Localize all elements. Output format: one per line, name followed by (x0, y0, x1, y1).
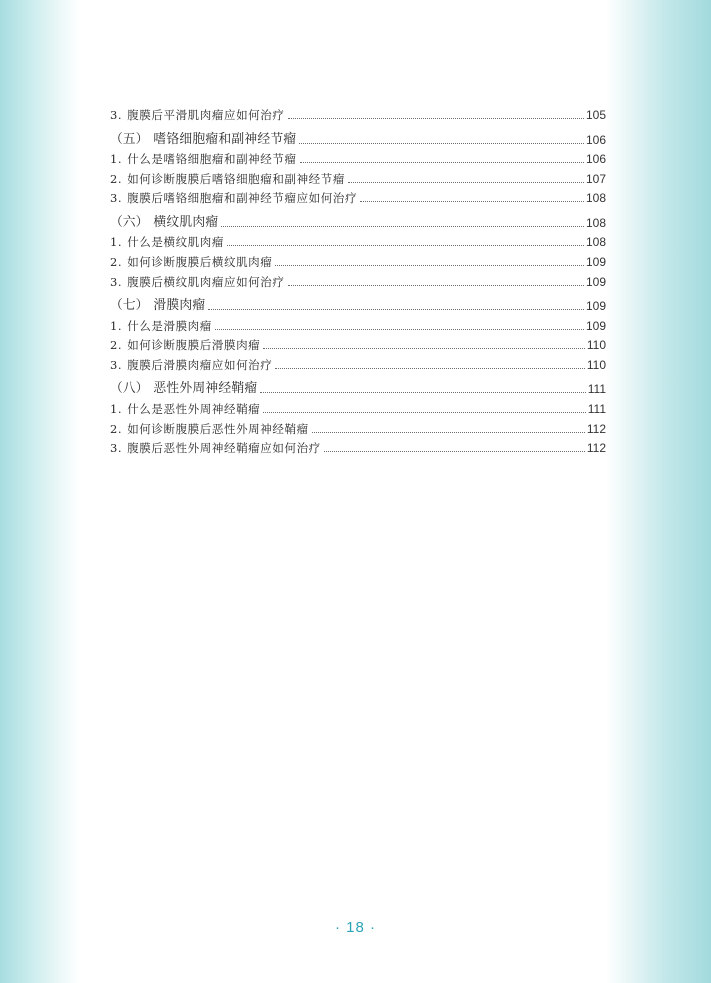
toc-entry-title: 如何诊断腹膜后恶性外周神经鞘瘤 (127, 421, 309, 436)
toc-entry-number: （五） (110, 131, 149, 147)
toc-entry-number: （七） (110, 298, 149, 314)
toc-entry-page: 112 (586, 421, 606, 436)
toc-entry-page: 109 (585, 254, 606, 269)
dot-leader (208, 309, 584, 310)
toc-entry-number: （八） (110, 381, 149, 397)
toc-section-entry (110, 206, 606, 231)
dot-leader (263, 348, 585, 349)
dot-leader (221, 226, 584, 227)
toc-entry-title: 腹膜后嗜铬细胞瘤和副神经节瘤应如何治疗 (127, 191, 358, 206)
toc-entry-number: 2. (110, 338, 123, 353)
dot-leader (215, 329, 584, 330)
toc-item-entry (110, 105, 606, 123)
toc-item-entry (110, 270, 606, 290)
toc-entry-page: 105 (585, 108, 606, 122)
toc-entry-page: 109 (585, 299, 606, 314)
dot-leader (324, 451, 585, 452)
dot-leader (260, 392, 585, 393)
toc-entry-title: 什么是滑膜肉瘤 (127, 318, 212, 333)
toc-item-entry (110, 334, 606, 354)
toc-entry-title: 什么是嗜铬细胞瘤和副神经节瘤 (127, 152, 297, 167)
toc-entry-number: （六） (110, 214, 149, 230)
toc-entry-page: 108 (585, 191, 606, 206)
toc-entry-title: 腹膜后滑膜肉瘤应如何治疗 (127, 357, 273, 372)
toc-entry-page: 109 (585, 274, 606, 289)
toc-entry-number: 3. (110, 441, 123, 456)
toc-entry-number: 3. (110, 357, 123, 372)
dot-leader (275, 368, 584, 369)
toc-item-entry (110, 187, 606, 207)
toc-entry-page: 109 (585, 318, 606, 333)
toc-entry-number: 3. (110, 108, 123, 122)
dot-leader (263, 412, 585, 413)
toc-entry-number: 1. (110, 401, 123, 416)
toc-entry-page: 111 (587, 382, 606, 397)
toc-section-entry (110, 373, 606, 398)
page-number: · 18 · (334, 919, 376, 936)
dot-leader (288, 118, 584, 119)
toc-entry-title: 恶性外周神经鞘瘤 (153, 381, 258, 397)
toc-entry-title: 什么是横纹肌肉瘤 (127, 235, 224, 250)
dot-leader (360, 201, 584, 202)
toc-entry-title: 如何诊断腹膜后嗜铬细胞瘤和副神经节瘤 (127, 171, 345, 186)
toc-entry-title: 什么是恶性外周神经鞘瘤 (127, 401, 261, 416)
toc-entry-title: 嗜铬细胞瘤和副神经节瘤 (153, 131, 297, 147)
toc-section-entry (110, 290, 606, 315)
toc-entry-number: 2. (110, 421, 123, 436)
toc-entry-page: 112 (586, 441, 606, 456)
toc-entry-title: 腹膜后恶性外周神经鞘瘤应如何治疗 (127, 441, 321, 456)
dot-leader (348, 182, 584, 183)
dot-leader (299, 143, 584, 144)
toc-entry-page: 106 (585, 132, 606, 147)
toc-entry-title: 如何诊断腹膜后横纹肌肉瘤 (127, 254, 273, 269)
toc-entry-page: 110 (586, 357, 606, 372)
toc-entry-title: 如何诊断腹膜后滑膜肉瘤 (127, 338, 261, 353)
toc-item-entry (110, 148, 606, 168)
toc-entry-page: 108 (585, 215, 606, 230)
dot-leader (275, 265, 584, 266)
toc-entry-title: 滑膜肉瘤 (153, 298, 206, 314)
toc-entry-title: 腹膜后横纹肌肉瘤应如何治疗 (127, 274, 285, 289)
toc-section-entry (110, 123, 606, 148)
toc-entry-number: 1. (110, 318, 123, 333)
dot-leader (312, 432, 585, 433)
toc-item-entry (110, 314, 606, 334)
toc-item-entry (110, 397, 606, 417)
toc-entry-title: 腹膜后平滑肌肉瘤应如何治疗 (127, 108, 285, 122)
toc-entry-page: 111 (587, 401, 606, 416)
toc-entry-number: 1. (110, 235, 123, 250)
toc-entry-number: 3. (110, 191, 123, 206)
toc-entry-number: 1. (110, 152, 123, 167)
toc-entry-number: 2. (110, 171, 123, 186)
table-of-contents (110, 105, 606, 456)
toc-entry-page: 110 (586, 338, 606, 353)
toc-entry-number: 3. (110, 274, 123, 289)
toc-item-entry (110, 250, 606, 270)
toc-item-entry (110, 417, 606, 437)
toc-entry-number: 2. (110, 254, 123, 269)
dot-leader (300, 162, 584, 163)
toc-item-entry (110, 231, 606, 251)
toc-entry-page: 108 (585, 235, 606, 250)
dot-leader (288, 285, 584, 286)
toc-item-entry (110, 167, 606, 187)
toc-entry-title: 横纹肌肉瘤 (153, 214, 219, 230)
toc-entry-page: 107 (585, 171, 606, 186)
toc-item-entry (110, 437, 606, 457)
toc-item-entry (110, 353, 606, 373)
toc-entry-page: 106 (585, 152, 606, 167)
dot-leader (227, 245, 584, 246)
